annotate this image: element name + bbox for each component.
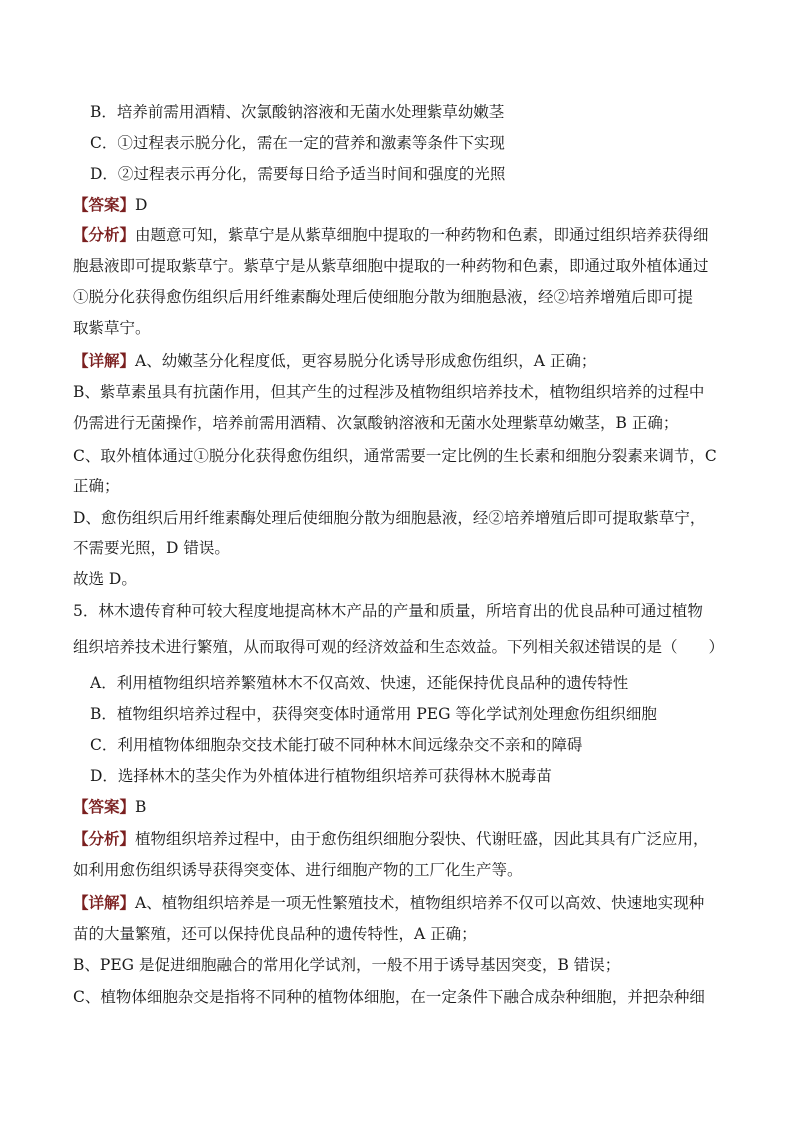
q4-option-d: D．②过程表示再分化，需要每日给予适当时间和强度的光照	[90, 165, 506, 183]
q4-detail-line-2: B、紫草素虽具有抗菌作用，但其产生的过程涉及植物组织培养技术，植物组织培养的过程中	[73, 383, 705, 401]
q5-option-d: D．选择林木的茎尖作为外植体进行植物组织培养可获得林木脱毒苗	[90, 767, 552, 785]
detail-text: A、植物组织培养是一项无性繁殖技术，植物组织培养不仅可以高效、快速地实现种	[135, 894, 705, 912]
q5-stem-line-1: 5．林木遗传育种可较大程度地提高林木产品的产量和质量，所培育出的优良品种可通过植物	[73, 602, 703, 620]
q4-analysis-line-3: ①脱分化获得愈伤组织后用纤维素酶处理后使细胞分散为细胞悬液，经②培养增殖后即可提	[73, 288, 694, 306]
detail-tag: 【详解】	[73, 893, 136, 912]
q4-detail-line-4: C、取外植体通过①脱分化获得愈伤组织，通常需要一定比例的生长素和细胞分裂素来调节，C	[73, 447, 717, 465]
q4-detail-line-3: 仍需进行无菌操作，培养前需用酒精、次氯酸钠溶液和无菌水处理紫草幼嫩茎，B 正确；	[73, 414, 679, 432]
q4-analysis-line-1	[73, 225, 741, 245]
answer-value: B	[135, 798, 147, 816]
q4-analysis-line-4: 取紫草宁。	[73, 319, 151, 337]
q4-conclusion: 故选 D。	[73, 570, 137, 588]
q4-answer	[73, 195, 741, 215]
q5-option-b: B．植物组织培养过程中，获得突变体时通常用 PEG 等化学试剂处理愈伤组织细胞	[90, 705, 657, 723]
q4-option-b: B．培养前需用酒精、次氯酸钠溶液和无菌水处理紫草幼嫩茎	[90, 103, 505, 121]
q5-analysis-line-2: 如利用愈伤组织诱导获得突变体、进行细胞产物的工厂化生产等。	[73, 861, 523, 879]
answer-tag: 【答案】	[73, 195, 136, 214]
q5-stem-line-2: 组织培养技术进行繁殖，从而取得可观的经济效益和生态效益。下列相关叙述错误的是（ ）	[73, 638, 725, 656]
q5-option-c: C．利用植物体细胞杂交技术能打破不同种林木间远缘杂交不亲和的障碍	[90, 736, 583, 754]
q4-detail-line-5: 正确；	[73, 477, 120, 495]
analysis-tag: 【分析】	[73, 225, 136, 244]
analysis-text: 由题意可知，紫草宁是从紫草细胞中提取的一种药物和色素，即通过组织培养获得细	[135, 226, 709, 244]
q4-option-c: C．①过程表示脱分化，需在一定的营养和激素等条件下实现	[90, 134, 505, 152]
q5-detail-line-2: 苗的大量繁殖，还可以保持优良品种的遗传特性，A 正确；	[73, 925, 477, 943]
q5-option-a: A．利用植物组织培养繁殖林木不仅高效、快速，还能保持优良品种的遗传特性	[90, 674, 629, 692]
detail-text: A、幼嫩茎分化程度低，更容易脱分化诱导形成愈伤组织，A 正确；	[135, 352, 597, 370]
q5-detail-line-4: C、植物体细胞杂交是指将不同种的植物体细胞，在一定条件下融合成杂种细胞，并把杂种细	[73, 988, 705, 1006]
q5-analysis-line-1	[73, 829, 741, 849]
q4-analysis-line-2: 胞悬液即可提取紫草宁。紫草宁是从紫草细胞中提取的一种药物和色素，即通过取外植体通过	[73, 257, 709, 275]
analysis-tag: 【分析】	[73, 829, 136, 848]
answer-tag: 【答案】	[73, 797, 136, 816]
answer-value: D	[135, 196, 148, 214]
q5-detail-line-1	[73, 893, 741, 913]
q4-detail-line-1	[73, 351, 741, 371]
detail-tag: 【详解】	[73, 351, 136, 370]
q4-detail-line-6: D、愈伤组织后用纤维素酶处理后使细胞分散为细胞悬液，经②培养增殖后即可提取紫草宁，	[73, 509, 706, 527]
q5-detail-line-3: B、PEG 是促进细胞融合的常用化学试剂，一般不用于诱导基因突变，B 错误；	[73, 956, 621, 974]
analysis-text: 植物组织培养过程中，由于愈伤组织细胞分裂快、代谢旺盛，因此其具有广泛应用，	[135, 830, 709, 848]
q5-answer	[73, 797, 741, 817]
q4-detail-line-7: 不需要光照，D 错误。	[73, 539, 230, 557]
